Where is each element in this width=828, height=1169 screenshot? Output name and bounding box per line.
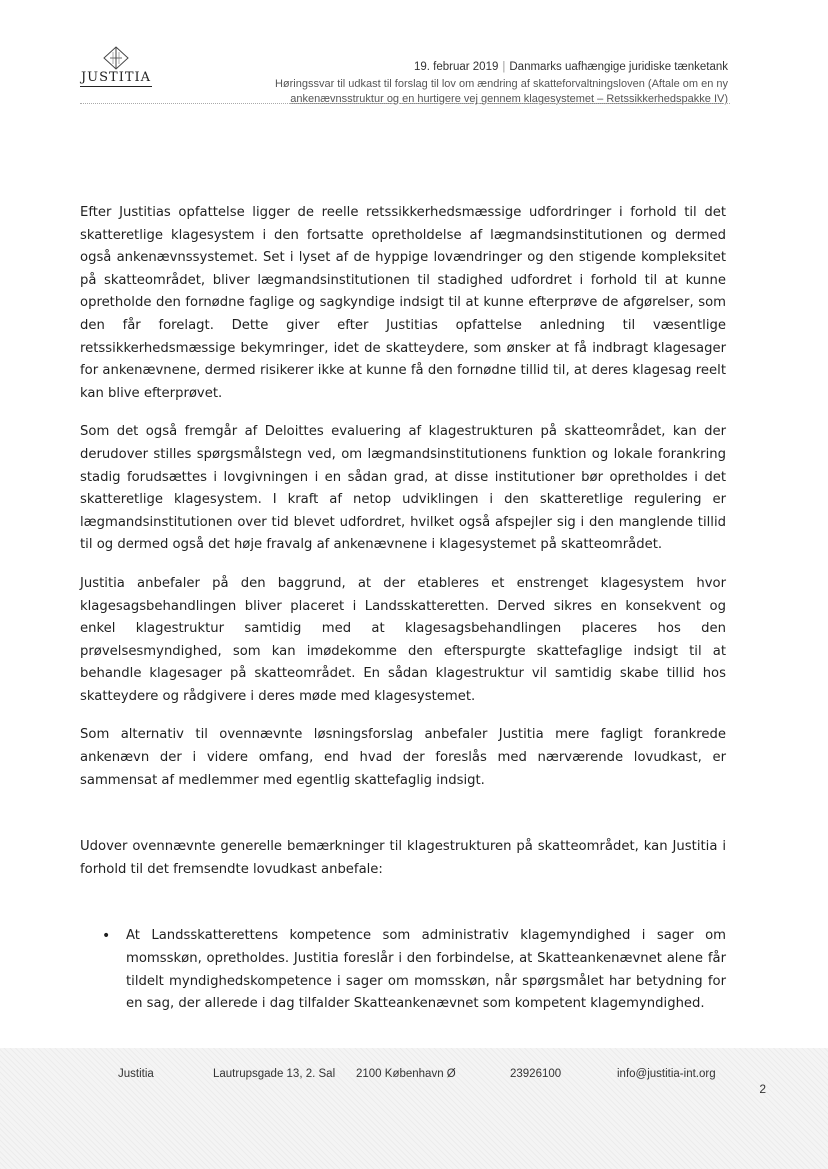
footer-phone: 23926100 [510,1068,562,1080]
paragraph: Justitia anbefaler på den baggrund, at der etableres et enstrenget klagesystem hvor klagesagsbehandlingen bliver placeret i Landsskatteretten. Derved sikres en konsekvent og enkel klagestruktur samtidig med at klagesagsbehandlingen placeres hos den prøvelsesmyndighed, som kan imødekomme den efterspurgte skattefaglige indsigt til at behandle klagesager på skatteområdet. En sådan klagestruktur vil samtidig skabe tillid hos skatteydere og rådgivere i deres møde med klagesystemet. [80,575,726,704]
justitia-logo [80,46,152,92]
paragraph: Som det også fremgår af Deloittes evaluering af klagestrukturen på skatteområdet, kan der derudover stilles spørgsmålstegn ved, om lægmandsinstitutionens funktion og lokale forankring stadig forudsættes i lovgivningen i en sådan grad, at disse institutioner bør opretholdes i det skatteretlige klagesystem. I kraft af netop udviklingen i den skatteretlige regulering er lægmandsinstitutionen over tid blevet udfordret, hvilket også afspejler sig i den manglende tillid til og dermed også det høje fravalg af ankenævnene i klagesystemet på skatteområdet. [80,424,726,553]
footer-email[interactable]: info@justitia-int.org [617,1068,716,1080]
logo-text: JUSTITIA [80,70,152,85]
footer-name: Justitia [118,1068,154,1080]
list-item [80,925,726,1015]
footer-city: 2100 København Ø [356,1068,456,1080]
header-date: 19. februar 2019 [413,61,499,73]
paragraph: Efter Justitias opfattelse ligger de reelle retssikkerhedsmæssige udfordringer i forhold til det skatteretlige klagesystem i den fortsatte opretholdelse af lægmandsinstitutionen og dermed også ankenævnssystemet. Set i lyset af de hyppige lovændringer og den stigende kompleksitet på skatteområdet, bliver lægmandsinstitutionen til stadighed udfordret i forhold til at kunne opretholde den fornødne faglige og sagkyndige indsigt til at kunne efterprøve de afgørelser, som den får forelagt. Dette giver efter Justitias opfattelse anledning til væsentlige retssikkerhedsmæssige bekymringer, idet de skatteydere, som ønsker at få indbragt klagesager for ankenævnene, dermed risikerer ikke at kunne få den fornødne tillid til, at deres klagesag reelt kan blive efterprøvet. [80,205,726,401]
paragraph: Udover ovennævnte generelle bemærkninger til klagestrukturen på skatteområdet, kan Justitia i forhold til det fremsendte lovudkast anbefale: [80,839,726,877]
footer-address: Lautrupsgade 13, 2. Sal [213,1068,336,1080]
header-org: Danmarks uafhængige juridiske tænketank [509,61,728,73]
page-footer [0,1048,828,1169]
paragraph: Som alternativ til ovennævnte løsningsforslag anbefaler Justitia mere fagligt forankrede ankenævn der i videre omfang, end hvad der foreslås med nærværende lovudkast, er sammensat af medlemmer med egentlig skattefaglig indsigt. [80,727,726,788]
page-number: 2 [759,1082,766,1096]
recommendation-list [80,925,726,1015]
header-subject-line1: Høringssvar til udkast til forslag til lov om ændring af skatteforvaltningsloven (Aftale om en ny [274,78,728,90]
justitia-emblem-icon [101,46,131,70]
header-divider [80,103,730,104]
list-item-text: At Landsskatterettens kompetence som administrativ klagemyndighed i sager om momsskøn, opretholdes. Justitia foreslår i den forbindelse, at Skatteankenævnet alene får tildelt myndighedskompetence i sager om momsskøn, når spørgsmålet har betydning for en sag, der allerede i dag tilfalder Skatteankenævnet som kompetent klagemyndighed. [126,928,726,1012]
header-subject-line2: ankenævnsstruktur og en hurtigere vej gennem klagesystemet – Retssikkerhedspakke IV) [290,93,728,105]
document-body [80,202,726,1016]
header-separator: | [502,61,506,73]
document-header [275,61,728,107]
bullet-icon: • [102,928,111,945]
